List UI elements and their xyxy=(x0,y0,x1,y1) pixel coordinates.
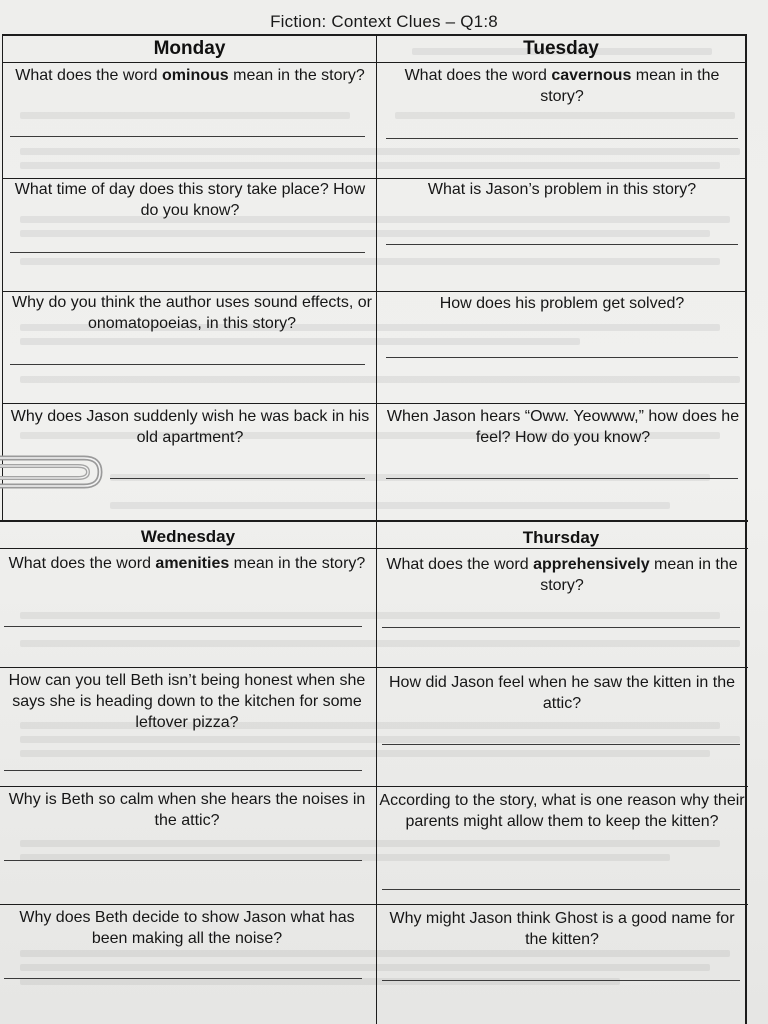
monday-question-3: Why do you think the author uses sound effects, or onomatopoeias, in this story? xyxy=(12,294,372,332)
tuesday-question-2: What is Jason’s problem in this story? xyxy=(427,181,697,198)
row-divider xyxy=(0,667,748,668)
header-divider-top xyxy=(2,62,746,63)
wednesday-question-4: Why does Beth decide to show Jason what has been making all the noise? xyxy=(19,909,355,947)
answer-line[interactable] xyxy=(386,244,738,245)
wednesday-question-3: Why is Beth so calm when she hears the noises in the attic? xyxy=(8,791,366,829)
answer-line[interactable] xyxy=(110,478,365,479)
thursday-question-2: How did Jason feel when he saw the kitten in the attic? xyxy=(389,674,735,712)
answer-line[interactable] xyxy=(382,627,740,628)
answer-line[interactable] xyxy=(386,478,738,479)
answer-line[interactable] xyxy=(10,136,365,137)
answer-line[interactable] xyxy=(386,138,738,139)
answer-line[interactable] xyxy=(4,770,362,771)
answer-line[interactable] xyxy=(10,252,365,253)
monday-question-1: What does the word ominous mean in the story? xyxy=(15,67,365,84)
paper-clip-icon xyxy=(0,448,110,496)
answer-line[interactable] xyxy=(10,364,365,365)
row-divider xyxy=(2,403,746,404)
header-divider-bottom xyxy=(0,548,748,549)
answer-line[interactable] xyxy=(382,744,740,745)
monday-header: Monday xyxy=(153,38,226,59)
row-divider xyxy=(0,786,748,787)
answer-line[interactable] xyxy=(4,626,362,627)
thursday-question-3: According to the story, what is one reason why their parents might allow them to keep the kitten? xyxy=(379,792,745,830)
answer-line[interactable] xyxy=(382,889,740,890)
section-divider xyxy=(0,520,748,522)
answer-line[interactable] xyxy=(382,980,740,981)
row-divider xyxy=(0,904,748,905)
top-border xyxy=(2,34,746,36)
worksheet-title: Fiction: Context Clues – Q1:8 xyxy=(270,12,498,31)
monday-question-4: Why does Jason suddenly wish he was back in his old apartment? xyxy=(10,408,370,446)
thursday-header: Thursday xyxy=(522,528,600,547)
right-border xyxy=(745,34,747,1024)
answer-line[interactable] xyxy=(4,978,362,979)
tuesday-question-3: How does his problem get solved? xyxy=(439,295,685,312)
tuesday-question-4: When Jason hears “Oww. Yeowww,” how does he feel? How do you know? xyxy=(386,408,740,446)
answer-line[interactable] xyxy=(4,860,362,861)
answer-line[interactable] xyxy=(386,357,738,358)
tuesday-header: Tuesday xyxy=(523,38,599,59)
wednesday-question-2: How can you tell Beth isn’t being honest when she says she is heading down to the kitchen for some leftover pizza? xyxy=(8,672,366,731)
wednesday-question-1: What does the word amenities mean in the story? xyxy=(8,555,366,572)
tuesday-question-1: What does the word cavernous mean in the story? xyxy=(404,67,720,105)
monday-question-2: What time of day does this story take place? How do you know? xyxy=(14,181,366,219)
thursday-question-1: What does the word apprehensively mean in the story? xyxy=(386,556,738,594)
thursday-question-4: Why might Jason think Ghost is a good name for the kitten? xyxy=(389,910,735,948)
wednesday-header: Wednesday xyxy=(140,527,236,546)
